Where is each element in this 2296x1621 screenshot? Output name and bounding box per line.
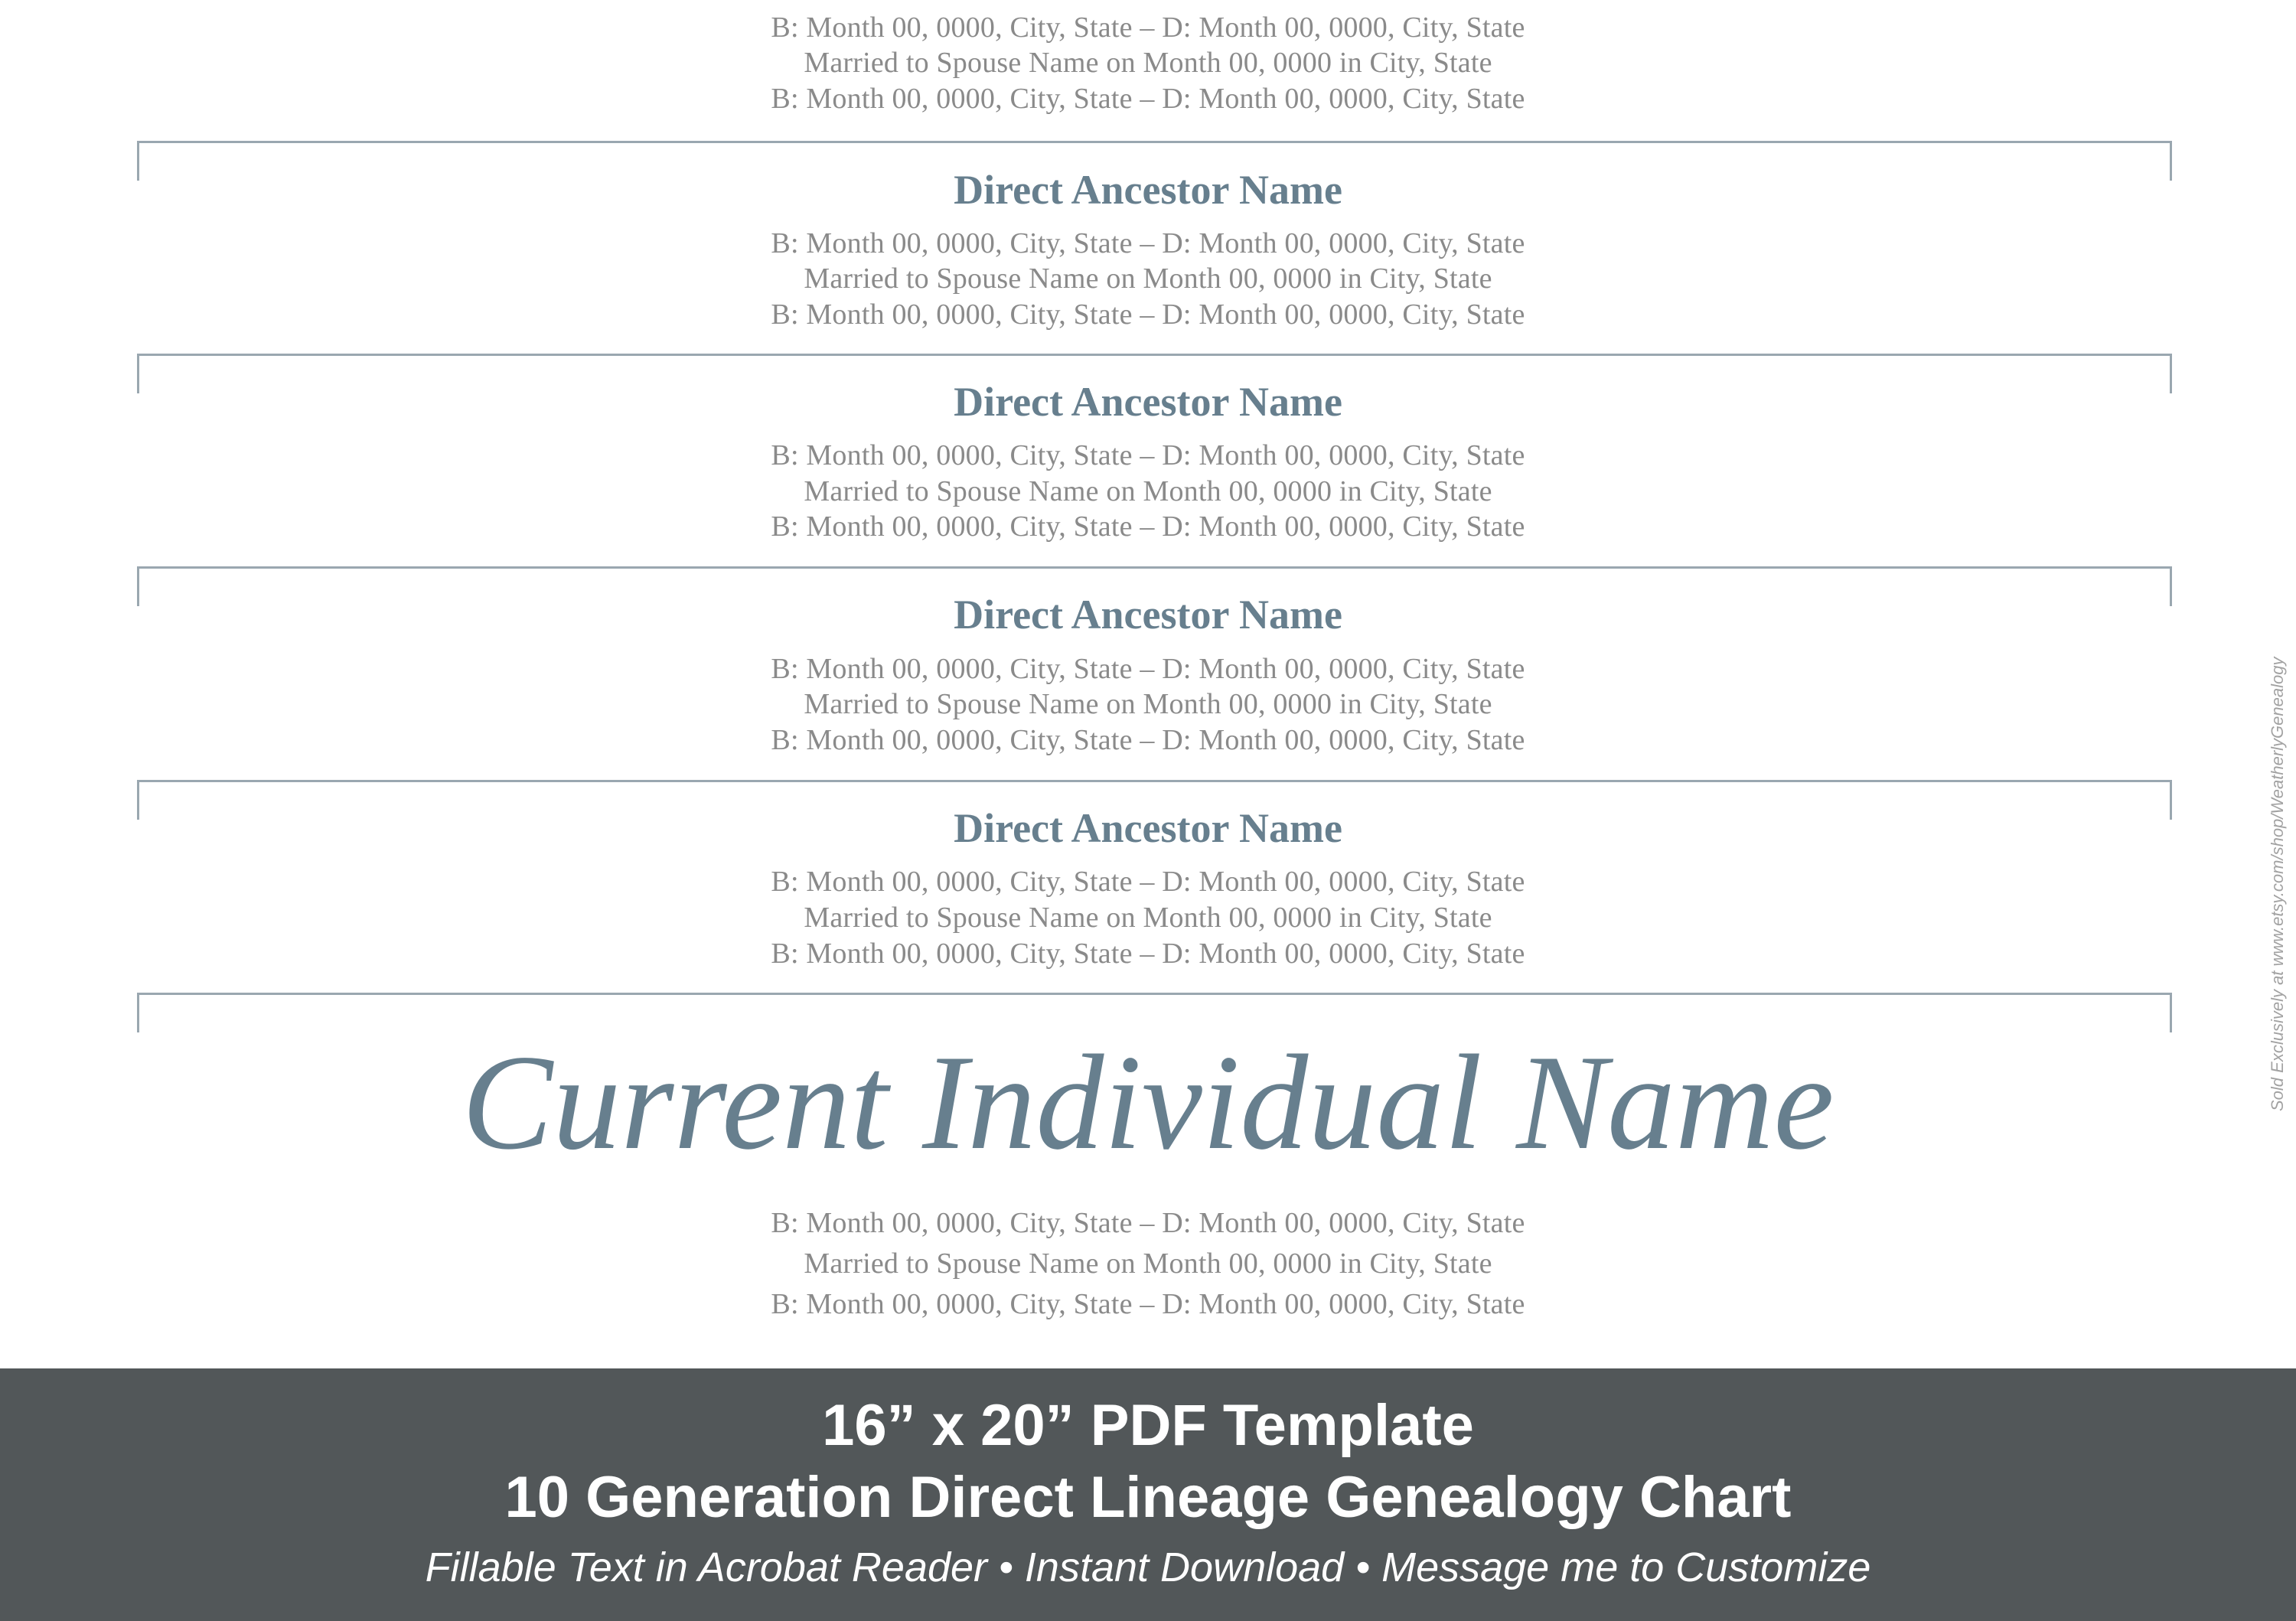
etsy-shop-watermark: Sold Exclusively at www.etsy.com/shop/WeatherlyGenealogy: [2268, 657, 2287, 1111]
ancestor-name[interactable]: Direct Ancestor Name: [954, 167, 1342, 213]
ancestor-birth-death-line[interactable]: B: Month 00, 0000, City, State – D: Month 00, 0000, City, State: [771, 653, 1525, 685]
ancestor-birth-death-line[interactable]: B: Month 00, 0000, City, State – D: Month 00, 0000, City, State: [771, 866, 1525, 898]
banner-features: Fillable Text in Acrobat Reader • Instant Download • Message me to Customize: [425, 1544, 1871, 1590]
ancestor-spouse-birth-death-line[interactable]: B: Month 00, 0000, City, State – D: Month 00, 0000, City, State: [771, 298, 1525, 331]
product-info-banner: [0, 1368, 2296, 1621]
ancestor-marriage-line[interactable]: Married to Spouse Name on Month 00, 0000 in City, State: [804, 902, 1492, 934]
ancestor-birth-death-line[interactable]: B: Month 00, 0000, City, State – D: Month 00, 0000, City, State: [771, 439, 1525, 471]
ancestor-birth-death-line[interactable]: B: Month 00, 0000, City, State – D: Month 00, 0000, City, State: [771, 227, 1525, 259]
current-individual-marriage-line[interactable]: Married to Spouse Name on Month 00, 0000 in City, State: [804, 1248, 1492, 1280]
ancestor-name[interactable]: Direct Ancestor Name: [954, 379, 1342, 425]
current-individual-spouse-birth-death-line[interactable]: B: Month 00, 0000, City, State – D: Month 00, 0000, City, State: [771, 1288, 1525, 1320]
ancestor-marriage-line[interactable]: Married to Spouse Name on Month 00, 0000 in City, State: [804, 688, 1492, 720]
current-individual-name[interactable]: Current Individual Name: [461, 1026, 1835, 1178]
ancestor-spouse-birth-death-line[interactable]: B: Month 00, 0000, City, State – D: Month 00, 0000, City, State: [771, 938, 1525, 970]
ancestor-marriage-line[interactable]: Married to Spouse Name on Month 00, 0000 in City, State: [804, 475, 1492, 507]
top-entry-marriage-line[interactable]: Married to Spouse Name on Month 00, 0000 in City, State: [804, 47, 1492, 79]
ancestor-name[interactable]: Direct Ancestor Name: [954, 805, 1342, 851]
ancestor-name[interactable]: Direct Ancestor Name: [954, 592, 1342, 638]
current-individual-birth-death-line[interactable]: B: Month 00, 0000, City, State – D: Month 00, 0000, City, State: [771, 1207, 1525, 1239]
ancestor-spouse-birth-death-line[interactable]: B: Month 00, 0000, City, State – D: Month 00, 0000, City, State: [771, 724, 1525, 756]
top-entry-birth-death-line[interactable]: B: Month 00, 0000, City, State – D: Month 00, 0000, City, State: [771, 11, 1525, 44]
banner-title: 16” x 20” PDF Template: [822, 1393, 1474, 1458]
top-entry-spouse-birth-death-line[interactable]: B: Month 00, 0000, City, State – D: Month 00, 0000, City, State: [771, 83, 1525, 115]
ancestor-spouse-birth-death-line[interactable]: B: Month 00, 0000, City, State – D: Month 00, 0000, City, State: [771, 510, 1525, 543]
ancestor-marriage-line[interactable]: Married to Spouse Name on Month 00, 0000 in City, State: [804, 263, 1492, 295]
banner-subtitle: 10 Generation Direct Lineage Genealogy Chart: [504, 1465, 1792, 1530]
